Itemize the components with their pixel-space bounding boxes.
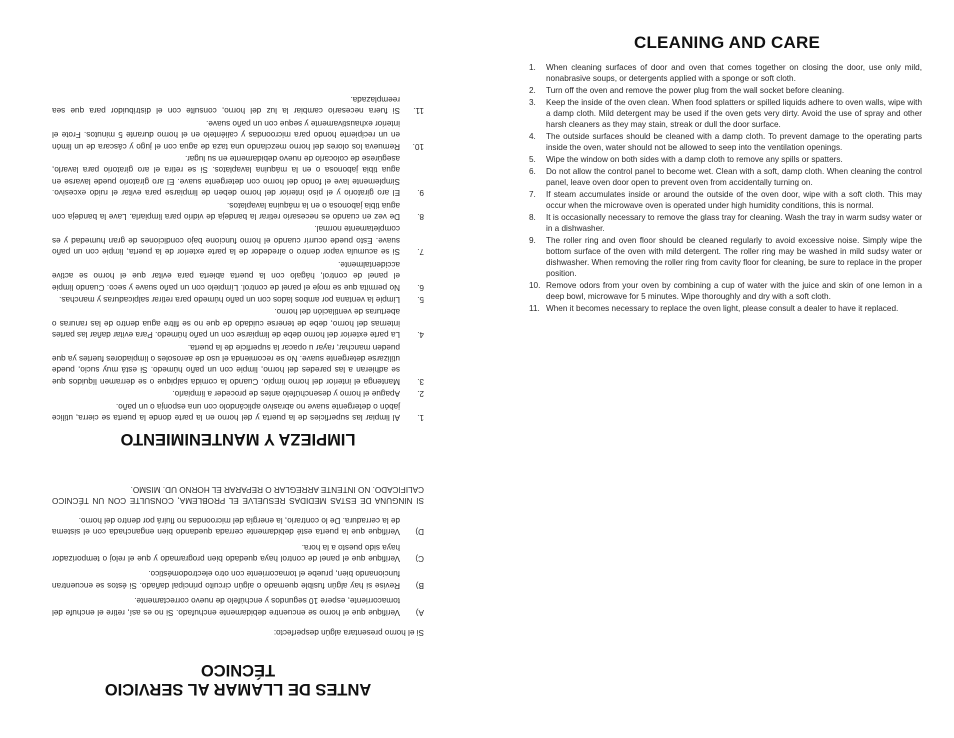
check-text: Revise si hay algún fusible quemado o algún circuito principal dañado. Si éstos se encuentran funcionando bien, pruebe el tomacorriente con otro electrodoméstico. bbox=[52, 569, 400, 590]
item-text: It is occasionally necessary to remove the glass tray for cleaning. Wash the tray in warm sudsy water or in a dishwasher. bbox=[546, 212, 922, 233]
check-text: Verifique que la puerta esté debidamente cerrada quedando bien enganchada con el sistema de la cerradura. De lo contrario, la energía del microondas no fluirá por dentro del horno. bbox=[52, 515, 400, 537]
spanish-cleaning-list bbox=[52, 94, 424, 423]
check-number: C) bbox=[415, 553, 424, 563]
item-text: Si se acumula vapor dentro o alrededor de la parte exterior de la puerta, limpie con un paño suave. Esto puede ocurrir cuando el horno funcione bajo condiciones de gran humedad y es completamente normal. bbox=[52, 224, 400, 257]
list-item bbox=[529, 280, 922, 302]
list-item bbox=[52, 94, 424, 117]
check-number: A) bbox=[415, 607, 424, 617]
check-text: Verifique que el panel de control haya quedado bien programado y que el reloj o temporizador haya sido puesto a la hora. bbox=[52, 542, 400, 563]
list-item bbox=[52, 294, 424, 305]
service-title-line2: TÉCNICO bbox=[200, 661, 276, 679]
list-item bbox=[52, 388, 424, 399]
item-text: Wipe the window on both sides with a damp cloth to remove any spills or spatters. bbox=[546, 155, 843, 164]
item-number: 5. bbox=[529, 155, 536, 164]
list-item bbox=[529, 212, 922, 234]
item-text: No permita que se moje el panel de control. Límpielo con un paño suave y seco. Cuando limpie el panel de control, hágalo con la puerta abierta para evitar que el horno se active accidentalmente. bbox=[52, 259, 400, 292]
service-intro: Si el horno presentara algún desperfecto: bbox=[273, 628, 424, 637]
item-text: Remueva los olores del horno mezclando una taza de agua con el jugo y cáscara de un limón en un recipiente hondo para microondas y caliéntelo en el horno durante 5 minutos. Frote el interior exhaustivamente y seque con un paño suave. bbox=[52, 118, 400, 151]
item-text: Do not allow the control panel to become wet. Clean with a soft, damp cloth. When cleaning the control panel, leave oven door open to prevent oven from accidentally turning on. bbox=[546, 166, 922, 187]
item-text: La parte exterior del horno debe de limpiarse con un paño húmedo. Para evitar dañar las partes internas del horno, debe de tenerse cuidado de que no se filtre agua dentro de las ranuras o aberturas de ventilación del horno. bbox=[52, 307, 400, 340]
spanish-cleaning-title: LIMPIEZA Y MANTENIMIENTO bbox=[120, 430, 356, 448]
item-number: 7. bbox=[417, 247, 424, 257]
item-number: 6. bbox=[529, 166, 536, 176]
item-number: 10. bbox=[412, 141, 424, 151]
check-item bbox=[52, 514, 424, 537]
item-text: Remove odors from your oven by combining a cup of water with the juice and skin of one lemon in a deep bowl, microwave for 5 minutes. Wipe thoroughly and dry with a soft cloth. bbox=[546, 281, 922, 302]
item-text: Apague el horno y desenchúfelo antes de proceder a limpiarlo. bbox=[172, 389, 400, 399]
list-item bbox=[529, 303, 922, 314]
list-item bbox=[529, 97, 922, 131]
list-item bbox=[529, 235, 922, 280]
item-number: 4. bbox=[529, 132, 536, 141]
cleaning-list bbox=[529, 62, 922, 315]
item-text: Turn off the oven and remove the power plug from the wall socket before cleaning. bbox=[546, 86, 845, 95]
item-text: Mantenga el interior del horno limpio. Cuando la comida salpique o se derramen líquidos que se adhieran a las paredes del horno, limpie con un paño húmedo. Si está muy sucio, puede utilizarse detergente suave. No se recomienda el uso de aerosoles o limpiadores fuertes ya que pueden manchar, rayar u opacar la superficie de la puerta. bbox=[52, 342, 400, 386]
list-item bbox=[529, 131, 922, 153]
list-item bbox=[52, 153, 424, 199]
item-number: 2. bbox=[529, 86, 536, 95]
item-number: 8. bbox=[417, 212, 424, 222]
item-number: 3. bbox=[417, 376, 424, 386]
list-item bbox=[52, 400, 424, 423]
check-item bbox=[52, 541, 424, 564]
page-title: CLEANING AND CARE bbox=[634, 33, 820, 52]
item-number: 9. bbox=[529, 235, 536, 245]
item-text: Keep the inside of the oven clean. When food splatters or spilled liquids adhere to oven walls, wipe with a damp cloth. Mild detergent may be used if the oven gets very dirty. Avoid the use of spray and other harsh cleaners as they may stain, streak or dull the door surface. bbox=[546, 97, 922, 130]
item-number: 5. bbox=[417, 294, 424, 304]
item-text: When cleaning surfaces of door and oven that comes together on closing the door, use only mild, nonabrasive soups, or detergents applied with a sponge or soft cloth. bbox=[546, 63, 922, 84]
item-number: 4. bbox=[417, 330, 424, 340]
list-item bbox=[52, 199, 424, 222]
list-item bbox=[52, 306, 424, 340]
service-section bbox=[52, 484, 424, 698]
item-number: 6. bbox=[417, 282, 424, 292]
list-item bbox=[52, 341, 424, 387]
item-text: Limpie la ventana por ambos lados con un paño húmedo para retirar salpicaduras y manchas. bbox=[59, 294, 400, 304]
spanish-cleaning-section bbox=[52, 93, 424, 448]
item-number: 11. bbox=[529, 304, 540, 314]
list-item bbox=[529, 166, 922, 188]
service-warning: SI NINGUNA DE ESTAS MEDIDAS RESUELVE EL PROBLEMA, CONSULTE CON UN TÉCNICO CALIFICADO. NO INTENTE ARREGLAR O REPARAR EL HORNO UD. MISMO. bbox=[52, 484, 424, 506]
item-number: 7. bbox=[529, 189, 536, 199]
service-checks bbox=[52, 514, 424, 617]
check-number: D) bbox=[415, 527, 424, 537]
english-page bbox=[477, 0, 954, 738]
item-number: 8. bbox=[529, 212, 536, 222]
item-text: De vez en cuando es necesario retirar la bandeja de vidrio para limpiarla. Lave la bandeja con agua tibia jabonosa o en la máquina lavaplatos. bbox=[52, 200, 400, 222]
item-text: Al limpiar las superficies de la puerta y del horno en la parte donde la puerta se cierra, utilice jabón o detergente suave no abrasivo aplicándolo con una esponja o un paño. bbox=[52, 401, 400, 422]
list-item bbox=[52, 223, 424, 257]
item-text: El aro giratorio y el piso interior del horno deben de limpiarse para evitar el ruido excesivo. Simplemente lave el fondo del horno con detergente suave. El aro giratorio puede lavarse en agua tibia jabonosa o en la máquina lavaplatos. Si se retira el aro giratorio para lavarlo, asegúrese de colocarlo de nuevo debidamente en su lugar. bbox=[52, 154, 400, 198]
item-number: 3. bbox=[529, 97, 536, 107]
item-number: 11. bbox=[413, 106, 424, 116]
item-text: When it becomes necessary to replace the oven light, please consult a dealer to have it replaced. bbox=[546, 304, 899, 314]
item-text: The roller ring and oven floor should be cleaned regularly to avoid excessive noise. Simply wipe the bottom surface of the oven with mild detergent. The roller ring may be washed in mild sudsy water or dishwasher. When removing the roller ring from cavity floor for cleaning, be sure to replace in the proper position. bbox=[546, 235, 922, 279]
check-number: B) bbox=[415, 580, 424, 590]
check-text: Verifique que el horno se encuentre debidamente enchufado. Si no es así, retire el enchufe del tomacorriente, espere 10 segundos y enchúfelo de nuevo correctamente. bbox=[52, 596, 400, 617]
item-text: The outside surfaces should be cleaned with a damp cloth. To prevent damage to the operating parts inside the oven, water should not be allowed to seep into the ventilation openings. bbox=[546, 132, 922, 153]
list-item bbox=[529, 154, 922, 165]
list-item bbox=[529, 85, 922, 96]
item-text: If steam accumulates inside or around the outside of the oven door, wipe with a soft cloth. This may occur when the microwave oven is operated under high humidity conditions, this is normal. bbox=[546, 189, 922, 210]
item-number: 2. bbox=[417, 389, 424, 399]
item-number: 1. bbox=[417, 413, 424, 422]
item-number: 10. bbox=[529, 281, 541, 291]
check-item bbox=[52, 568, 424, 591]
item-number: 9. bbox=[417, 188, 424, 198]
item-number: 1. bbox=[529, 63, 536, 72]
service-title-line1: ANTES DE LLAMAR AL SERVICIO bbox=[104, 680, 372, 698]
check-item bbox=[52, 595, 424, 618]
list-item bbox=[529, 189, 922, 211]
list-item bbox=[529, 62, 922, 84]
item-text: Si fuera necesario cambiar la luz del horno, consulte con el distribuidor para que sea reemplazada. bbox=[52, 95, 400, 116]
list-item bbox=[52, 117, 424, 151]
list-item bbox=[52, 258, 424, 292]
